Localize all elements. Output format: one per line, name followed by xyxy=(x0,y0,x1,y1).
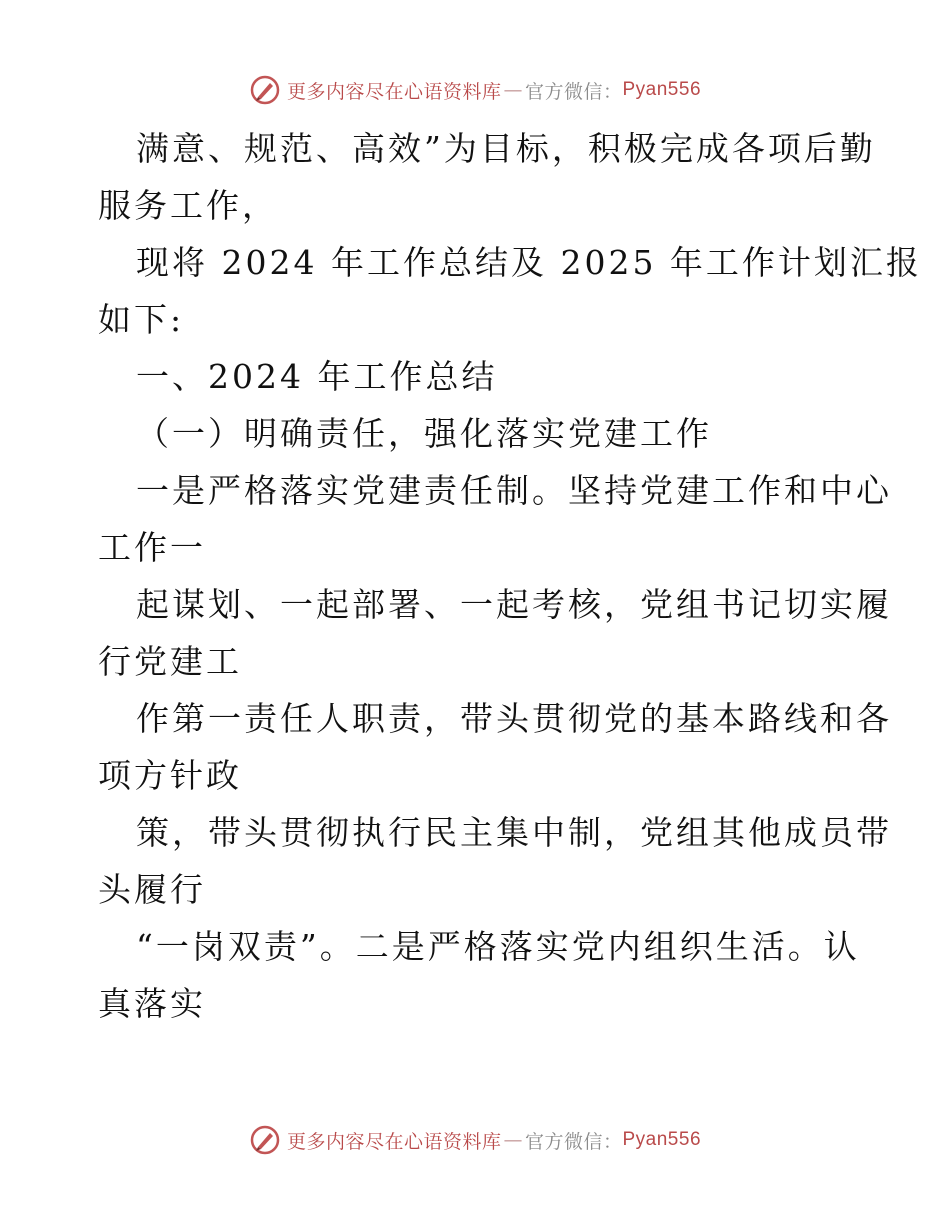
body-line: 头履行 xyxy=(98,870,206,909)
page-footer-watermark xyxy=(0,1120,950,1160)
body-line: 项方针政 xyxy=(98,756,242,795)
watermark-id: Pyan556 xyxy=(622,1129,702,1150)
body-line: 策，带头贯彻执行民主集中制，党组其他成员带 xyxy=(136,813,892,852)
watermark-text: 更多内容尽在心语资料库 xyxy=(286,80,502,103)
body-line: 服务工作， xyxy=(98,186,278,225)
watermark-separator: — xyxy=(503,1129,523,1151)
watermark-text: 更多内容尽在心语资料库 xyxy=(286,1130,502,1153)
watermark-separator: — xyxy=(503,79,523,101)
subsection-heading: （一）明确责任，强化落实党建工作 xyxy=(136,414,712,453)
body-line: 满意、规范、高效”为目标，积极完成各项后勤 xyxy=(136,129,876,168)
body-line: 真落实 xyxy=(98,984,206,1023)
body-line: 行党建工 xyxy=(98,642,242,681)
body-line: 起谋划、一起部署、一起考核，党组书记切实履 xyxy=(136,585,892,624)
body-line: 现将 2024 年工作总结及 2025 年工作计划汇报 xyxy=(136,243,922,282)
page-header-watermark xyxy=(0,70,950,110)
document-body xyxy=(98,120,922,1032)
watermark-id: Pyan556 xyxy=(622,79,702,100)
body-line: 工作一 xyxy=(98,528,206,567)
pen-logo-icon xyxy=(249,74,281,106)
body-line: 一是严格落实党建责任制。坚持党建工作和中心 xyxy=(136,471,892,510)
body-line: “一岗双责”。二是严格落实党内组织生活。认 xyxy=(136,927,860,966)
watermark-label: 官方微信： xyxy=(524,1130,623,1153)
body-line: 作第一责任人职责，带头贯彻党的基本路线和各 xyxy=(136,699,892,738)
section-heading: 一、2024 年工作总结 xyxy=(136,357,498,396)
body-line: 如下: xyxy=(98,300,185,339)
watermark-label: 官方微信： xyxy=(524,80,623,103)
pen-logo-icon xyxy=(249,1124,281,1156)
